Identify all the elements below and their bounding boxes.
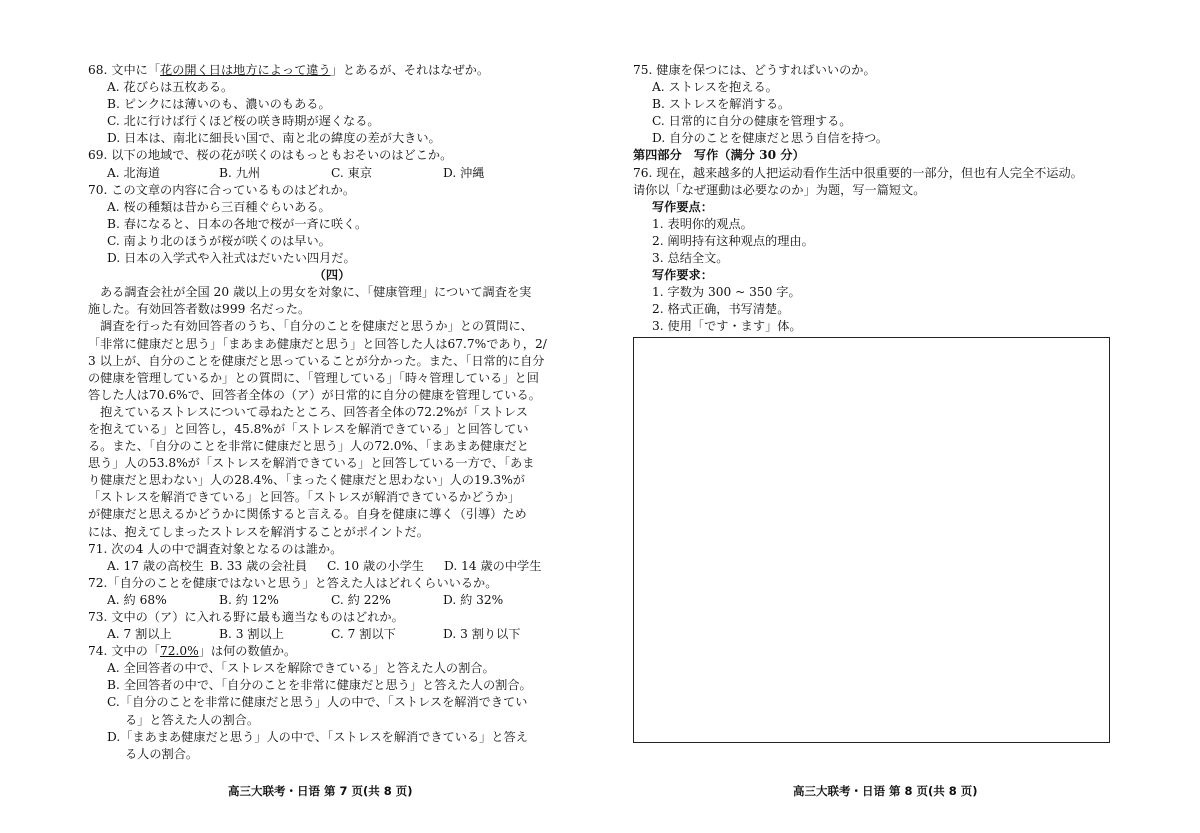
q73-option-b[interactable]: B. 3 割以上: [219, 627, 284, 642]
passage-line: 調査を行った有効回答者のうち、「自分のことを健康だと思うか」との質問に、: [88, 319, 533, 334]
q71-option-d[interactable]: D. 14 歳の中学生: [444, 558, 542, 573]
page-footer-8: 高三大联考・日语 第 8 页(共 8 页): [793, 784, 978, 798]
passage-line: 抱えているストレスについて尋ねたところ、回答者全体の72.2%が「ストレス: [88, 404, 528, 419]
left-page: [88, 62, 576, 763]
q73-stem: 73. 文中の（ア）に入れる野に最も適当なものはどれか。: [88, 610, 404, 624]
q69-options: [88, 165, 576, 182]
q71-stem: 71. 次の4 人の中で調査対象となるのは誰か。: [88, 541, 343, 556]
q72-option-d[interactable]: D. 約 32%: [443, 592, 504, 607]
q70-option-d[interactable]: D. 日本の入学式や入社式はだいたい四月だ。: [107, 251, 356, 266]
passage-line: が健康だと思えるかどうかに関係すると言える。自身を健康に導く（引導）ため: [88, 507, 527, 522]
q74-option-c[interactable]: C.「自分のことを非常に健康だと思う」人の中で、「ストレスを解消できてい: [107, 695, 528, 710]
writing-requirement: 3. 使用「です・ます」体。: [652, 319, 802, 334]
q75-option-c[interactable]: C. 日常的に自分の健康を管理する。: [652, 114, 852, 129]
q68-option-c[interactable]: C. 北に行けば行くほど桜の咲き時期が遅くなる。: [107, 114, 380, 129]
passage-line: ある調査会社が全国 20 歳以上の男女を対象に、「健康管理」について調査を実: [100, 285, 532, 300]
passage-line: 答した人は70.6%で、回答者全体の（ア）が日常的に自分の健康を管理している。: [88, 387, 541, 402]
passage: [88, 284, 576, 540]
writing-points-title: 写作要点：: [652, 199, 713, 214]
writing-point: 3. 总结全文。: [652, 251, 729, 266]
q74-quote: 72.0%: [160, 644, 199, 659]
q74-option-d-cont: る人の割合。: [125, 746, 199, 761]
writing-point: 1. 表明你的观点。: [652, 216, 753, 231]
q75-stem: 75. 健康を保つには、どうすればいいのか。: [633, 63, 876, 77]
q72-stem: 72.「自分のことを健康ではないと思う」と答えた人はどれくらいいるか。: [88, 575, 498, 590]
q69-option-a[interactable]: A. 北海道: [107, 165, 161, 180]
writing-requirement: 1. 字数为 300 ~ 350 字。: [652, 285, 801, 300]
q71-option-c[interactable]: C. 10 歳の小学生: [327, 558, 424, 573]
passage-line: る。また、「自分のことを非常に健康だと思う」人の72.0%、「まあまあ健康だと: [88, 439, 529, 454]
q71-option-b[interactable]: B. 33 歳の会社員: [210, 558, 308, 573]
section-4-heading: （四）: [313, 268, 351, 283]
q68-stem: 68. 文中に「花の開く日は地方によって違う」とあるが、それはなぜか。: [88, 63, 490, 77]
q74-option-a[interactable]: A. 全回答者の中で、「ストレスを解除できている」と答えた人の割合。: [107, 661, 495, 676]
passage-line: 思う」人の53.8%が「ストレスを解消できている」と回答している一方で、「あま: [88, 456, 535, 471]
q70-option-a[interactable]: A. 桜の種類は昔から三百種ぐらいある。: [107, 199, 331, 214]
q69-stem: 69. 以下の地域で、桜の花が咲くのはもっともおそいのはどこか。: [88, 148, 453, 163]
passage-line: 施した。有効回答者数は999 名だった。: [88, 302, 311, 317]
passage-line: り健康だと思わない」人の28.4%、「まったく健康だと思わない」人の19.3%が: [88, 473, 525, 488]
q71-option-a[interactable]: A. 17 歳の高校生: [107, 558, 204, 573]
passage-line: 「ストレスを解消できている」と回答。「ストレスが解消できているかどうか」: [88, 490, 520, 505]
q75-option-a[interactable]: A. ストレスを抱える。: [652, 80, 778, 95]
q68-option-a[interactable]: A. 花びらは五枚ある。: [107, 80, 234, 95]
q68-quote: 花の開く日は地方によって違う: [160, 63, 331, 77]
q72-option-a[interactable]: A. 約 68%: [107, 592, 167, 607]
q75-option-b[interactable]: B. ストレスを解消する。: [652, 97, 791, 112]
writing-point: 2. 阐明持有这种观点的理由。: [652, 233, 814, 248]
q70-option-b[interactable]: B. 春になると、日本の各地で桜が一斉に咲く。: [107, 216, 368, 231]
q76-line-1: 76. 现在，越来越多的人把运动看作生活中很重要的一部分，但也有人完全不运动。: [633, 165, 1083, 180]
passage-line: を抱えている」と回答し，45.8%が「ストレスを解消できている」と回答してい: [88, 421, 529, 436]
q74-stem: 74. 文中の「72.0%」は何の数値か。: [88, 644, 297, 659]
page-footer-7: 高三大联考・日语 第 7 页(共 8 页): [228, 784, 413, 798]
q69-option-b[interactable]: B. 九州: [219, 165, 261, 180]
q72-options: [88, 592, 576, 609]
q73-options: [88, 626, 576, 643]
writing-requirement: 2. 格式正确，书写清楚。: [652, 302, 790, 317]
q74-option-b[interactable]: B. 全回答者の中で、「自分のことを非常に健康だと思う」と答えた人の割合。: [107, 678, 532, 693]
q74-option-d[interactable]: D.「まあまあ健康だと思う」人の中で、「ストレスを解消できている」と答え: [107, 729, 528, 744]
q73-option-d[interactable]: D. 3 割り以下: [443, 627, 521, 642]
passage-line: 「非常に健康だと思う」「まあまあ健康だと思う」と回答した人は67.7%であり，2/: [88, 336, 547, 351]
writing-requirements-title: 写作要求：: [652, 268, 713, 283]
q70-option-c[interactable]: C. 南より北のほうが桜が咲くのは早い。: [107, 233, 331, 248]
q68-option-b[interactable]: B. ピンクには薄いのも、濃いのもある。: [107, 97, 331, 112]
passage-line: の健康を管理しているか」との質問に、「管理している」「時々管理している」と回: [88, 370, 539, 385]
q74-option-c-cont: る」と答えた人の割合。: [125, 712, 260, 727]
q73-option-a[interactable]: A. 7 割以上: [107, 627, 172, 642]
passage-line: には、抱えてしまったストレスを解消することがポイントだ。: [88, 524, 429, 539]
q72-option-b[interactable]: B. 約 12%: [219, 592, 279, 607]
q72-option-c[interactable]: C. 約 22%: [331, 592, 391, 607]
q71-options: [88, 558, 576, 575]
q73-option-c[interactable]: C. 7 割以下: [331, 627, 396, 642]
q75-option-d[interactable]: D. 自分のことを健康だと思う自信を持つ。: [652, 131, 888, 146]
answer-box[interactable]: [633, 337, 1110, 743]
q69-option-d[interactable]: D. 沖縄: [443, 165, 485, 180]
q70-stem: 70. この文章の内容に合っているものはどれか。: [88, 182, 356, 197]
right-page: [633, 62, 1113, 336]
passage-line: 3 以上が、自分のことを健康だと思っていることが分かった。また、「日常的に自分: [88, 353, 545, 368]
part-4-heading: 第四部分 写作（满分 30 分）: [633, 148, 805, 163]
q69-option-c[interactable]: C. 東京: [331, 165, 373, 180]
q76-line-2: 请你以「なぜ運動は必要なのか」为题，写一篇短文。: [633, 182, 926, 197]
q68-option-d[interactable]: D. 日本は、南北に細長い国で、南と北の緯度の差が大きい。: [107, 131, 441, 146]
